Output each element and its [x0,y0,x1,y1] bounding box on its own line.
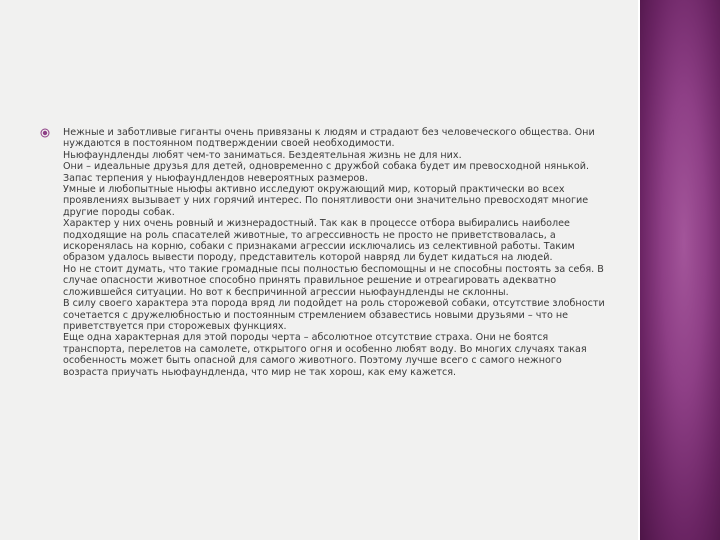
paragraph: Умные и любопытные ньюфы активно исследуют окружающий мир, который практически во всех проявлениях вызывает у них горячий интерес. По понятливости они значительно превосходят многие другие породы собак. [63,184,589,218]
paragraph: В силу своего характера эта порода вряд ли подойдет на роль сторожевой собаки, отсутствие злобности сочетается с дружелюбностью и постоянным стремлением обзавестись новыми друзьями – что не приветствуется при сторожевых функциях. [63,298,605,332]
body-text [63,127,608,378]
paragraph: Еще одна характерная для этой породы черта – абсолютное отсутствие страха. Они не боятся транспорта, перелетов на самолете, открытого огня и особенно любят воду. Во многих случаях такая особенность может быть опасной для самого животного. Поэтому лучше всего с самого нежного возраста приучать ньюфаундленда, что мир не так хорош, как ему кажется. [63,332,587,378]
paragraph: Они – идеальные друзья для детей, одновременно с дружбой собака будет им превосходной нянькой. Запас терпения у ньюфаундлендов невероятных размеров. [63,161,589,184]
paragraph: Ньюфаундленды любят чем-то заниматься. Бездеятельная жизнь не для них. [63,149,462,161]
paragraph: Но не стоит думать, что такие громадные псы полностью беспомощны и не способны постоять за себя. В случае опасности животное способно принять правильное решение и отреагировать адекватно сложившейся ситуации. Но вот к беспричинной агрессии ньюфаундленды не склонны. [63,263,604,298]
decorative-side-band [640,0,720,540]
paragraph: Нежные и заботливые гиганты очень привязаны к людям и страдают без человеческого общества. Они нуждаются в постоянном подтверждении своей необходимости. [63,127,595,150]
circle-bullet-icon [40,128,50,138]
paragraph: Характер у них очень ровный и жизнерадостный. Так как в процессе отбора выбирались наиболее подходящие на роль спасателей животные, то агрессивность не просто не приветствовалась, а искоренялась на корню, собаки с признаками агрессии исключались из селективной работы. Таким образом удалось вывести породу, представитель которой навряд ли будет кидаться на людей. [63,218,575,264]
